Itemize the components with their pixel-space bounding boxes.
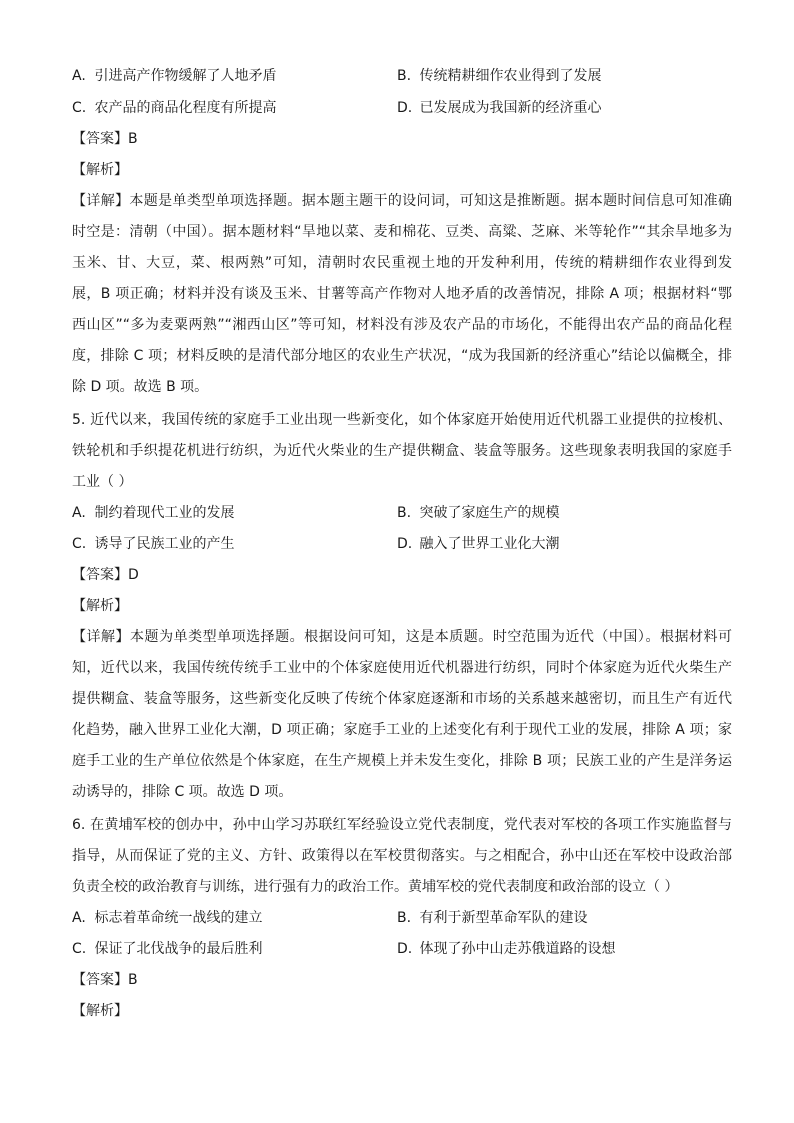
option-key: C. bbox=[72, 536, 87, 552]
q4-detail-line: 西山区”“多为麦粟两熟”“湘西山区”等可知，材料没有涉及农产品的市场化，不能得出农产品的商品化程 bbox=[72, 317, 732, 333]
q5-detail-line: 庭手工业的生产单位依然是个体家庭，在生产规模上并未发生变化，排除 B 项；民族工业的产生是洋务运 bbox=[72, 753, 732, 769]
option-text: 诱导了民族工业的产生 bbox=[94, 536, 235, 552]
q4-detail-line: 展，B 项正确；材料并没有谈及玉米、甘薯等高产作物对人地矛盾的改善情况，排除 A 项；根据材料“鄂 bbox=[72, 286, 732, 302]
option-key: D. bbox=[397, 941, 413, 957]
q5-stem-line: 5. 近代以来，我国传统的家庭手工业出现一些新变化，如个体家庭开始使用近代机器工业提供的拉梭机、 bbox=[72, 412, 732, 428]
q5-option-c[interactable] bbox=[72, 534, 234, 554]
q6-option-c[interactable] bbox=[72, 939, 262, 959]
q4-detail-line: 度，排除 C 项；材料反映的是清代部分地区的农业生产状况，“成为我国新的经济重心”结论以偏概全，排 bbox=[72, 348, 732, 364]
option-text: 融入了世界工业化大潮 bbox=[419, 536, 560, 552]
option-key: A. bbox=[72, 505, 86, 521]
q6-stem-line: 6. 在黄埔军校的创办中，孙中山学习苏联红军经验设立党代表制度，党代表对军校的各项工作实施监督与 bbox=[72, 817, 732, 833]
q5-answer: 【答案】D bbox=[72, 567, 139, 583]
q6-stem-line: 指导，从而保证了党的主义、方针、政策得以在军校贯彻落实。与之相配合，孙中山还在军校中设政治部 bbox=[72, 848, 732, 864]
q5-detail-line: 知，近代以来，我国传统传统手工业中的个体家庭使用近代机器进行纺织，同时个体家庭为近代火柴生产 bbox=[72, 660, 732, 676]
option-text: 体现了孙中山走苏俄道路的设想 bbox=[419, 941, 616, 957]
option-key: B. bbox=[397, 910, 412, 926]
q4-detail-line: 【详解】本题是单类型单项选择题。据本题主题干的设问词，可知这是推断题。据本题时间信息可知准确 bbox=[72, 193, 732, 209]
q4-option-b[interactable] bbox=[397, 66, 601, 86]
q4-option-c[interactable] bbox=[72, 98, 276, 118]
option-key: C. bbox=[72, 100, 87, 116]
option-key: D. bbox=[397, 100, 413, 116]
option-key: D. bbox=[397, 536, 413, 552]
q6-option-b[interactable] bbox=[397, 908, 587, 928]
q6-option-a[interactable] bbox=[72, 908, 262, 928]
q5-stem-line: 工业（ ） bbox=[72, 474, 133, 490]
q5-detail-line: 动诱导的，排除 C 项。故选 D 项。 bbox=[72, 784, 293, 800]
option-text: 传统精耕细作农业得到了发展 bbox=[419, 68, 602, 84]
q4-analysis-label: 【解析】 bbox=[72, 162, 128, 178]
option-text: 有利于新型革命军队的建设 bbox=[419, 910, 588, 926]
option-key: A. bbox=[72, 68, 86, 84]
q5-analysis-label: 【解析】 bbox=[72, 598, 128, 614]
q5-detail-line: 提供糊盒、装盒等服务，这些新变化反映了传统个体家庭逐渐和市场的关系越来越密切，而且生产有近代 bbox=[72, 691, 732, 707]
q4-detail-line: 除 D 项。故选 B 项。 bbox=[72, 379, 209, 395]
option-text: 保证了北伐战争的最后胜利 bbox=[94, 941, 263, 957]
option-key: B. bbox=[397, 68, 412, 84]
option-text: 制约着现代工业的发展 bbox=[94, 505, 235, 521]
q5-option-b[interactable] bbox=[397, 503, 559, 523]
q5-detail-line: 【详解】本题为单类型单项选择题。根据设问可知，这是本质题。时空范围为近代（中国）。根据材料可 bbox=[72, 629, 732, 645]
option-text: 标志着革命统一战线的建立 bbox=[94, 910, 263, 926]
option-text: 突破了家庭生产的规模 bbox=[419, 505, 560, 521]
option-text: 引进高产作物缓解了人地矛盾 bbox=[94, 68, 277, 84]
q6-analysis-label: 【解析】 bbox=[72, 1003, 128, 1019]
option-text: 已发展成为我国新的经济重心 bbox=[419, 100, 602, 116]
q4-detail-line: 时空是：清朝（中国）。据本题材料“旱地以菜、麦和棉花、豆类、高粱、芝麻、米等轮作”“其余旱地多为 bbox=[72, 224, 732, 240]
q6-stem-line: 负责全校的政治教育与训练，进行强有力的政治工作。黄埔军校的党代表制度和政治部的设立（ ） bbox=[72, 879, 679, 895]
q4-option-a[interactable] bbox=[72, 66, 276, 86]
q5-option-a[interactable] bbox=[72, 503, 234, 523]
option-text: 农产品的商品化程度有所提高 bbox=[94, 100, 277, 116]
q5-option-d[interactable] bbox=[397, 534, 559, 554]
q5-detail-line: 化趋势，融入世界工业化大潮，D 项正确；家庭手工业的上述变化有利于现代工业的发展，排除 A 项；家 bbox=[72, 722, 732, 738]
option-key: A. bbox=[72, 910, 86, 926]
q4-answer: 【答案】B bbox=[72, 131, 138, 147]
option-key: C. bbox=[72, 941, 87, 957]
q4-option-d[interactable] bbox=[397, 98, 601, 118]
q4-detail-line: 玉米、甘、大豆，菜、根两熟”可知，清朝时农民重视土地的开发种利用，传统的精耕细作农业得到发 bbox=[72, 255, 732, 271]
q5-stem-line: 铁轮机和手织提花机进行纺织，为近代火柴业的生产提供糊盒、装盒等服务。这些现象表明我国的家庭手 bbox=[72, 443, 732, 459]
q6-answer: 【答案】B bbox=[72, 972, 138, 988]
q6-option-d[interactable] bbox=[397, 939, 615, 959]
option-key: B. bbox=[397, 505, 412, 521]
